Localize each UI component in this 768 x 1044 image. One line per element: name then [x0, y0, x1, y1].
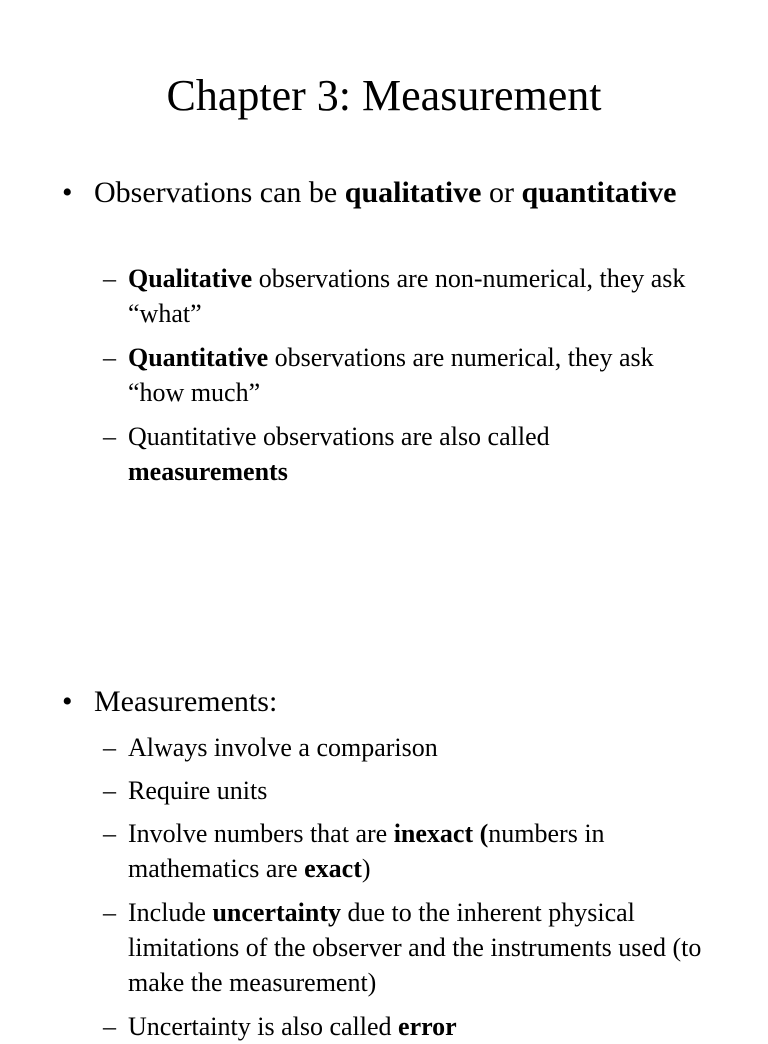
sub-item-text [128, 1009, 703, 1044]
sub-item-text: Always involve a comparison [128, 733, 438, 762]
bullet-text [94, 172, 722, 213]
dash-marker: – [103, 1012, 116, 1041]
term: uncertainty [212, 898, 342, 927]
dash-marker: – [103, 776, 116, 805]
bullet-marker: • [62, 685, 73, 718]
sub-item-text [128, 816, 703, 886]
bullet-text-part: or [481, 176, 522, 209]
sub-item-text-part: observations are non-numerical, they ask “what” [128, 264, 686, 328]
sub-item-text-part: due to the inherent physical limitations of the observer and the instruments used (to make the measurement) [128, 898, 702, 997]
sub-item-uncertainty [103, 895, 703, 1000]
bullet-text: Measurements: [94, 685, 278, 718]
sub-item-qualitative [103, 261, 703, 331]
sub-item-error [103, 1009, 703, 1044]
sub-item-text [128, 340, 703, 410]
term: error [398, 1012, 457, 1041]
sub-item-text-part: observations are numerical, they ask “how much” [128, 343, 654, 407]
term-quantitative: quantitative [521, 176, 677, 209]
term: Qualitative [128, 264, 253, 293]
term: exact [304, 854, 362, 883]
sub-item-quantitative [103, 340, 703, 410]
dash-marker: – [103, 264, 116, 293]
sub-item-text-part: Uncertainty is also called [128, 1012, 399, 1041]
page-title: Chapter 3: Measurement [166, 71, 602, 120]
term: Quantitative [128, 343, 269, 372]
sub-item-measurements [103, 419, 703, 489]
dash-marker: – [103, 422, 116, 451]
sub-item-text-part: Involve numbers that are [128, 819, 394, 848]
term: measurements [128, 457, 288, 486]
sub-item-text-part: numbers in mathematics are [128, 819, 605, 883]
bullet-text-part: Observations can be [94, 176, 345, 209]
sub-item-text-part: Quantitative observations are also called [128, 422, 550, 451]
sub-item-inexact [103, 816, 703, 886]
sub-item-text [128, 419, 703, 489]
sub-item-comparison [103, 730, 703, 765]
sub-item-text-part: Include [128, 898, 213, 927]
sub-item-text [128, 261, 703, 331]
term: inexact ( [393, 819, 489, 848]
bullet-observations [62, 172, 722, 213]
dash-marker: – [103, 733, 116, 762]
bullet-measurements [62, 681, 722, 722]
bullet-marker: • [62, 176, 73, 209]
sub-item-units [103, 773, 703, 808]
sub-item-text [128, 895, 703, 1000]
dash-marker: – [103, 898, 116, 927]
dash-marker: – [103, 819, 116, 848]
dash-marker: – [103, 343, 116, 372]
sub-item-text-part: ) [361, 854, 371, 883]
term-qualitative: qualitative [344, 176, 482, 209]
sub-item-text: Require units [128, 776, 268, 805]
